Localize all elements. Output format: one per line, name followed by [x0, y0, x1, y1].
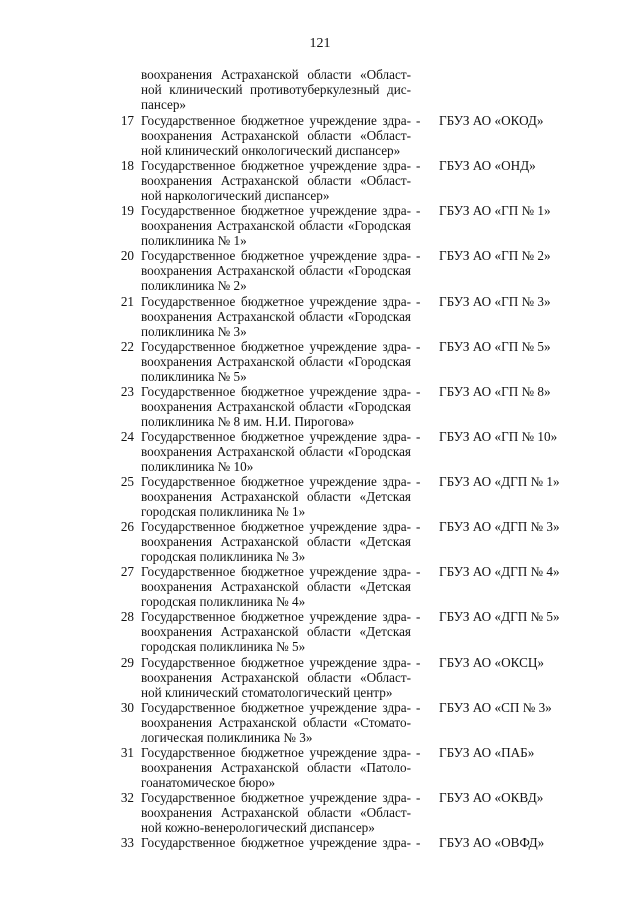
item-number: 29 [120, 654, 134, 670]
item-description [141, 203, 411, 248]
description-line: Государственное бюджетное учреждение здра- [141, 428, 411, 444]
dash-separator: - [416, 609, 421, 625]
list-item [0, 700, 640, 745]
item-description [141, 113, 411, 158]
item-abbreviation: ГБУЗ АО «ГП № 8» [439, 383, 551, 399]
description-line: Государственное бюджетное учреждение здра- [141, 113, 411, 128]
item-description [141, 158, 411, 203]
dash-separator: - [416, 789, 421, 805]
item-description [141, 564, 411, 609]
list-item [0, 564, 640, 609]
item-number: 19 [120, 203, 134, 219]
item-abbreviation: ГБУЗ АО «СП № 3» [439, 699, 552, 715]
item-abbreviation: ГБУЗ АО «ДГП № 3» [439, 519, 560, 535]
list-item [0, 203, 640, 248]
list-item [0, 113, 640, 158]
description-line: ной наркологический диспансер» [141, 188, 330, 204]
description-line: воохранения Астраханской области «Городская [141, 398, 411, 414]
list-item [0, 519, 640, 564]
description-line: Государственное бюджетное учреждение здра- [141, 609, 411, 625]
item-description [141, 790, 411, 835]
dash-separator: - [416, 564, 421, 580]
description-line: поликлиника № 10» [141, 458, 254, 474]
dash-separator: - [416, 383, 421, 399]
item-number: 30 [120, 699, 134, 715]
description-line: гоанатомическое бюро» [141, 774, 276, 790]
dash-separator: - [416, 835, 421, 850]
item-number: 33 [120, 835, 134, 850]
item-abbreviation: ГБУЗ АО «ГП № 1» [439, 203, 551, 219]
item-description [141, 294, 411, 339]
list-item [0, 790, 640, 835]
description-line: воохранения Астраханской области «Област- [141, 128, 411, 143]
item-number: 20 [120, 248, 134, 264]
item-number: 17 [120, 113, 134, 128]
description-line: Государственное бюджетное учреждение здра- [141, 835, 411, 850]
list-item [0, 745, 640, 790]
description-line: воохранения Астраханской области «Област- [141, 173, 411, 189]
list-item [0, 384, 640, 429]
description-line: воохранения Астраханской области «Стомато- [141, 714, 411, 730]
item-description [141, 248, 411, 293]
item-abbreviation: ГБУЗ АО «ПАБ» [439, 744, 535, 760]
item-description [141, 384, 411, 429]
list-item [0, 609, 640, 654]
item-description [141, 655, 411, 700]
item-number: 21 [120, 293, 134, 309]
dash-separator: - [416, 113, 421, 128]
dash-separator: - [416, 248, 421, 264]
list-item [0, 429, 640, 474]
item-abbreviation: ГБУЗ АО «ОНД» [439, 158, 536, 174]
description-line: Государственное бюджетное учреждение здра- [141, 158, 411, 174]
item-abbreviation: ГБУЗ АО «ГП № 2» [439, 248, 551, 264]
item-description [141, 700, 411, 745]
item-number: 22 [120, 338, 134, 354]
dash-separator: - [416, 338, 421, 354]
item-abbreviation: ГБУЗ АО «ОКСЦ» [439, 654, 544, 670]
description-line: поликлиника № 5» [141, 368, 247, 384]
description-line: Государственное бюджетное учреждение здра- [141, 519, 411, 535]
item-description [141, 745, 411, 790]
item-number: 18 [120, 158, 134, 174]
dash-separator: - [416, 519, 421, 535]
description-line: Государственное бюджетное учреждение здра- [141, 564, 411, 580]
item-abbreviation: ГБУЗ АО «ОВФД» [439, 835, 545, 850]
description-line: Государственное бюджетное учреждение здра- [141, 699, 411, 715]
list-item [0, 835, 640, 880]
item-description [141, 429, 411, 474]
description-line: поликлиника № 1» [141, 233, 247, 249]
item-number: 25 [120, 474, 134, 489]
description-line: городская поликлиника № 4» [141, 594, 306, 610]
description-line: Государственное бюджетное учреждение здра- [141, 248, 411, 264]
description-line: логическая поликлиника № 3» [141, 729, 313, 745]
item-abbreviation: ГБУЗ АО «ОКОД» [439, 113, 544, 128]
item-abbreviation: ГБУЗ АО «ГП № 10» [439, 428, 558, 444]
item-number: 27 [120, 564, 134, 580]
item-abbreviation: ГБУЗ АО «ОКВД» [439, 789, 544, 805]
item-number: 28 [120, 609, 134, 625]
description-line: воохранения Астраханской области «Городская [141, 353, 411, 369]
description-line: поликлиника № 2» [141, 278, 247, 294]
dash-separator: - [416, 428, 421, 444]
description-line: воохранения Астраханской области «Област- [141, 804, 411, 820]
continued-entry-description [141, 67, 411, 112]
item-number: 26 [120, 519, 134, 535]
dash-separator: - [416, 203, 421, 219]
description-line: воохранения Астраханской области «Област- [141, 669, 411, 685]
dash-separator: - [416, 654, 421, 670]
dash-separator: - [416, 699, 421, 715]
list-item [0, 248, 640, 293]
description-line: Государственное бюджетное учреждение здра- [141, 744, 411, 760]
description-line: Государственное бюджетное учреждение здра- [141, 654, 411, 670]
description-line: пансер» [141, 97, 187, 112]
description-line: воохранения Астраханской области «Детская [141, 489, 411, 504]
description-line: ной кожно-венерологический диспансер» [141, 819, 375, 835]
item-number: 24 [120, 428, 134, 444]
description-line: поликлиника № 3» [141, 323, 247, 339]
description-line: городская поликлиника № 3» [141, 549, 306, 565]
item-abbreviation: ГБУЗ АО «ДГП № 5» [439, 609, 560, 625]
description-line: Государственное бюджетное учреждение здра- [141, 789, 411, 805]
description-line: воохранения Астраханской области «Детская [141, 534, 411, 550]
description-line: воохранения Астраханской области «Городская [141, 218, 411, 234]
list-item [0, 294, 640, 339]
item-abbreviation: ГБУЗ АО «ДГП № 1» [439, 474, 560, 489]
description-line: Государственное бюджетное учреждение здра- [141, 203, 411, 219]
page-number: 121 [309, 36, 331, 51]
list-item [0, 474, 640, 519]
list-item [0, 158, 640, 203]
description-line: ной клинический онкологический диспансер» [141, 143, 401, 158]
description-line: городская поликлиника № 1» [141, 504, 306, 519]
description-line: ной клинический противотуберкулезный дис- [141, 82, 411, 97]
description-line: воохранения Астраханской области «Городская [141, 443, 411, 459]
description-line: ной клинический стоматологический центр» [141, 684, 393, 700]
item-description [141, 474, 411, 519]
description-line: воохранения Астраханской области «Детская [141, 624, 411, 640]
description-line: поликлиника № 8 им. Н.И. Пирогова» [141, 413, 355, 429]
description-line: Государственное бюджетное учреждение здра- [141, 293, 411, 309]
list-item [0, 655, 640, 700]
item-number: 23 [120, 383, 134, 399]
item-description [141, 339, 411, 384]
list-item [0, 339, 640, 384]
item-description [141, 519, 411, 564]
description-line: городская поликлиника № 5» [141, 639, 306, 655]
description-line: воохранения Астраханской области «Детская [141, 579, 411, 595]
item-abbreviation: ГБУЗ АО «ГП № 5» [439, 338, 551, 354]
item-description [141, 609, 411, 654]
item-number: 32 [120, 789, 134, 805]
item-number: 31 [120, 744, 134, 760]
dash-separator: - [416, 158, 421, 174]
item-abbreviation: ГБУЗ АО «ГП № 3» [439, 293, 551, 309]
description-line: Государственное бюджетное учреждение здра- [141, 474, 411, 489]
continued-entry [0, 67, 640, 112]
dash-separator: - [416, 744, 421, 760]
description-line: воохранения Астраханской области «Област- [141, 67, 411, 82]
description-line: Государственное бюджетное учреждение здра- [141, 383, 411, 399]
description-line: воохранения Астраханской области «Городская [141, 308, 411, 324]
dash-separator: - [416, 293, 421, 309]
description-line: Государственное бюджетное учреждение здра- [141, 338, 411, 354]
item-abbreviation: ГБУЗ АО «ДГП № 4» [439, 564, 560, 580]
dash-separator: - [416, 474, 421, 489]
item-description [141, 835, 411, 850]
description-line: воохранения Астраханской области «Городская [141, 263, 411, 279]
description-line: воохранения Астраханской области «Патоло- [141, 759, 411, 775]
